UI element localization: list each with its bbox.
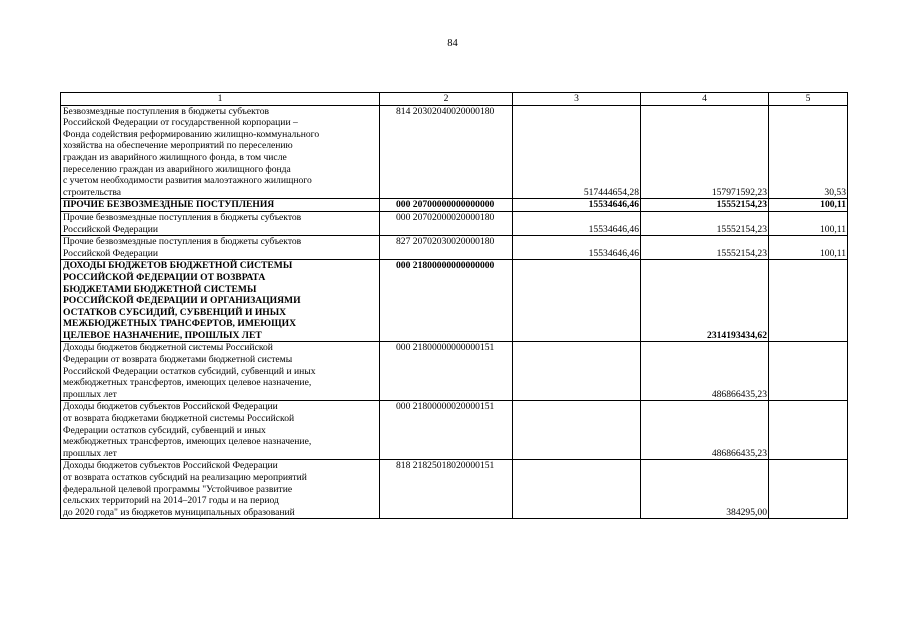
description-line: федеральной целевой программы "Устойчивое развитие: [63, 483, 293, 495]
row-description: [61, 460, 380, 519]
row-value-col5: 30,53: [769, 105, 848, 199]
table-header-row: [61, 93, 848, 106]
column-header-1: 1: [61, 93, 380, 106]
table-row: [61, 211, 848, 235]
row-value-col3: 15534646,46: [513, 199, 641, 212]
row-value-col4: 384295,00: [641, 460, 769, 519]
row-code: 000 21800000000000151: [380, 342, 513, 401]
row-value-col5: 100,11: [769, 236, 848, 260]
row-value-col4: 2314193434,62: [641, 260, 769, 342]
row-description: [61, 199, 380, 212]
table-row: [61, 401, 848, 460]
column-header-3: 3: [513, 93, 641, 106]
description-line: Российской Федерации: [63, 223, 158, 235]
column-header-4: 4: [641, 93, 769, 106]
description-line: от возврата остатков субсидий на реализацию мероприятий: [63, 472, 307, 483]
row-value-col5: [769, 401, 848, 460]
description-line: Федерации от возврата бюджетами бюджетной системы: [63, 354, 293, 366]
row-code: 000 21800000000000000: [380, 260, 513, 342]
description-line: ОСТАТКОВ СУБСИДИЙ, СУБВЕНЦИЙ И ИНЫХ: [63, 306, 287, 318]
row-code: 827 20702030020000180: [380, 236, 513, 260]
description-line: граждан из аварийного жилищного фонда, в том числе: [63, 151, 287, 163]
description-line: Безвозмездные поступления в бюджеты субъектов: [63, 105, 270, 117]
description-line: Федерации остатков субсидий, субвенций и иных: [63, 424, 266, 436]
description-line: строительства: [63, 186, 122, 198]
row-value-col4: 157971592,23: [641, 105, 769, 199]
table-row: [61, 342, 848, 401]
row-code: 000 21800000020000151: [380, 401, 513, 460]
row-value-col3: [513, 460, 641, 519]
table-row: [61, 260, 848, 342]
description-line: межбюджетных трансфертов, имеющих целевое назначение,: [63, 377, 312, 389]
table-row: [61, 460, 848, 519]
row-value-col4: 15552154,23: [641, 199, 769, 212]
row-description: [61, 342, 380, 401]
description-line: БЮДЖЕТАМИ БЮДЖЕТНОЙ СИСТЕМЫ: [63, 283, 257, 295]
description-line: с учетом необходимости развития малоэтажного жилищного: [63, 175, 312, 187]
row-code: 814 20302040020000180: [380, 105, 513, 199]
row-description: [61, 211, 380, 235]
page-number: 84: [447, 38, 458, 49]
row-code: 000 20702000020000180: [380, 211, 513, 235]
description-line: ПРОЧИЕ БЕЗВОЗМЕЗДНЫЕ ПОСТУПЛЕНИЯ: [63, 199, 275, 211]
row-value-col3: [513, 260, 641, 342]
row-value-col4: 15552154,23: [641, 236, 769, 260]
row-value-col4: 486866435,23: [641, 342, 769, 401]
description-line: Российской Федерации от государственной корпорации –: [63, 117, 298, 129]
row-description: [61, 401, 380, 460]
description-line: прошлых лет: [63, 388, 117, 400]
table-row: [61, 105, 848, 199]
description-line: Доходы бюджетов субъектов Российской Федерации: [63, 401, 278, 413]
description-line: Российской Федерации: [63, 247, 158, 259]
description-line: переселению граждан из аварийного жилищного фонда: [63, 163, 291, 175]
description-line: хозяйства на обеспечение мероприятий по переселению: [63, 140, 293, 152]
description-line: сельских территорий на 2014–2017 годы и на период: [63, 495, 279, 507]
description-line: РОССИЙСКОЙ ФЕДЕРАЦИИ ОТ ВОЗВРАТА: [63, 271, 266, 283]
row-description: [61, 260, 380, 342]
description-line: Доходы бюджетов субъектов Российской Федерации: [63, 460, 278, 472]
row-value-col5: [769, 342, 848, 401]
row-value-col4: 15552154,23: [641, 211, 769, 235]
row-value-col3: 517444654,28: [513, 105, 641, 199]
column-header-5: 5: [769, 93, 848, 106]
description-line: Фонда содействия реформированию жилищно-коммунального: [63, 128, 320, 140]
row-value-col5: [769, 260, 848, 342]
row-value-col5: 100,11: [769, 199, 848, 212]
row-description: [61, 105, 380, 199]
row-code: 818 21825018020000151: [380, 460, 513, 519]
row-value-col3: 15534646,46: [513, 236, 641, 260]
row-value-col3: [513, 342, 641, 401]
description-line: ЦЕЛЕВОЕ НАЗНАЧЕНИЕ, ПРОШЛЫХ ЛЕТ: [63, 329, 262, 341]
row-value-col3: 15534646,46: [513, 211, 641, 235]
description-line: от возврата бюджетами бюджетной системы Российской: [63, 413, 295, 425]
description-line: до 2020 года" из бюджетов муниципальных образований: [63, 506, 295, 518]
description-line: Российской Федерации остатков субсидий, субвенций и иных: [63, 365, 316, 377]
description-line: РОССИЙСКОЙ ФЕДЕРАЦИИ И ОРГАНИЗАЦИЯМИ: [63, 295, 301, 307]
column-header-2: 2: [380, 93, 513, 106]
description-line: прошлых лет: [63, 447, 117, 459]
row-value-col5: 100,11: [769, 211, 848, 235]
description-line: Прочие безвозмездные поступления в бюджеты субъектов: [63, 236, 302, 248]
row-code: 000 20700000000000000: [380, 199, 513, 212]
description-line: Прочие безвозмездные поступления в бюджеты субъектов: [63, 211, 302, 223]
row-description: [61, 236, 380, 260]
row-value-col3: [513, 401, 641, 460]
table-row: [61, 236, 848, 260]
description-line: ДОХОДЫ БЮДЖЕТОВ БЮДЖЕТНОЙ СИСТЕМЫ: [63, 260, 293, 272]
table-row: [61, 199, 848, 212]
budget-table: [60, 92, 848, 519]
description-line: Доходы бюджетов бюджетной системы Российской: [63, 342, 273, 354]
row-value-col4: 486866435,23: [641, 401, 769, 460]
row-value-col5: [769, 460, 848, 519]
description-line: межбюджетных трансфертов, имеющих целевое назначение,: [63, 436, 312, 448]
description-line: МЕЖБЮДЖЕТНЫХ ТРАНСФЕРТОВ, ИМЕЮЩИХ: [63, 318, 296, 330]
